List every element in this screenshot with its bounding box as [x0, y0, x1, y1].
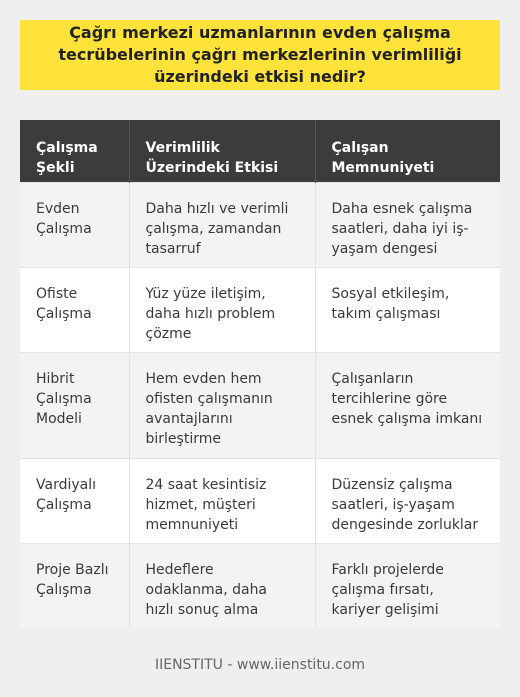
- table-cell-satisfaction: Daha esnek çalışma saatleri, daha iyi iş-yaşam dengesi: [315, 182, 500, 267]
- table-cell-productivity: 24 saat kesintisiz hizmet, müşteri memnuniyeti: [129, 458, 315, 543]
- table-cell-work-type: Proje Bazlı Çalışma: [20, 543, 129, 628]
- table-cell-satisfaction: Sosyal etkileşim, takım çalışması: [315, 267, 500, 352]
- footer-credit: IIENSTITU - www.iienstitu.com: [154, 657, 366, 673]
- table-header-row: [20, 120, 500, 182]
- table-cell-work-type: Hibrit Çalışma Modeli: [20, 352, 129, 458]
- table-cell-work-type: Evden Çalışma: [20, 182, 129, 267]
- table-row: [20, 543, 500, 628]
- header-employee-satisfaction: Çalışan Memnuniyeti: [315, 120, 500, 182]
- page-title: Çağrı merkezi uzmanlarının evden çalışma tecrübelerinin çağrı merkezlerinin verimliliği üzerindeki etkisi nedir?: [58, 23, 462, 86]
- table-cell-satisfaction: Düzensiz çalışma saatleri, iş-yaşam dengesinde zorluklar: [315, 458, 500, 543]
- table-row: [20, 267, 500, 352]
- comparison-table: [20, 120, 500, 628]
- title-banner: [20, 20, 500, 90]
- table-cell-work-type: Vardiyalı Çalışma: [20, 458, 129, 543]
- table-row: [20, 458, 500, 543]
- table-cell-productivity: Hem evden hem ofisten çalışmanın avantajlarını birleştirme: [129, 352, 315, 458]
- table-cell-productivity: Hedeflere odaklanma, daha hızlı sonuç alma: [129, 543, 315, 628]
- table-cell-satisfaction: Çalışanların tercihlerine göre esnek çalışma imkanı: [315, 352, 500, 458]
- header-productivity-effect: Verimlilik Üzerindeki Etkisi: [129, 120, 315, 182]
- table-row: [20, 182, 500, 267]
- table-cell-satisfaction: Farklı projelerde çalışma fırsatı, kariyer gelişimi: [315, 543, 500, 628]
- table-cell-productivity: Daha hızlı ve verimli çalışma, zamandan tasarruf: [129, 182, 315, 267]
- table-cell-work-type: Ofiste Çalışma: [20, 267, 129, 352]
- table-cell-productivity: Yüz yüze iletişim, daha hızlı problem çözme: [129, 267, 315, 352]
- table-row: [20, 352, 500, 458]
- header-work-type: Çalışma Şekli: [20, 120, 129, 182]
